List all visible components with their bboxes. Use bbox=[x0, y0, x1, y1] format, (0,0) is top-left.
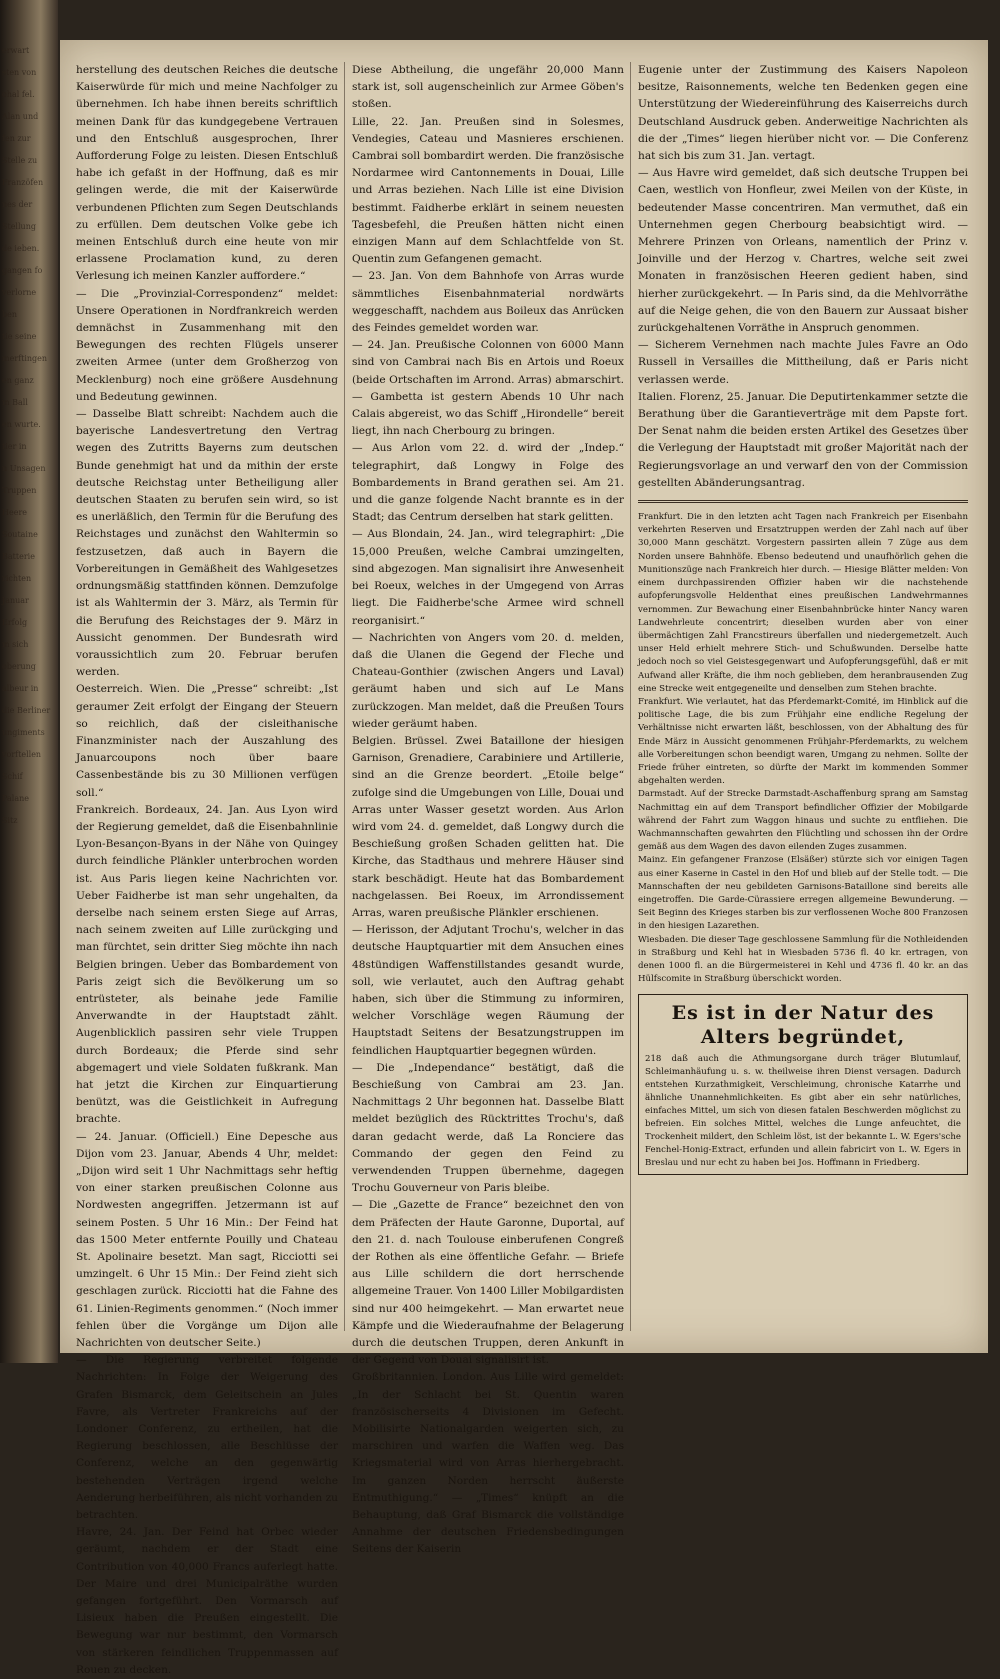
article-paragraph: Lille, 22. Jan. Preußen sind in Solesmes, Vendegies, Cateau und Masnieres erschienen. Cambrai soll bombardirt werden. Die französische Nordarmee wird Cantonnements in Douai, Lille und Arras beziehen. Nach Lille ist eine Division bestimmt. Faidherbe erklärt in seinem neuesten Tagesbefehl, die Preußen hätten nicht einen einzigen Mann auf dem Schlachtfelde von St. Quentin zum Gefangenen gemacht. bbox=[352, 115, 624, 266]
gutter-fragment: Stelle zu bbox=[2, 156, 38, 165]
gutter-fragment: Erfolg bbox=[2, 618, 28, 627]
gutter-fragment: tie seine bbox=[2, 332, 37, 341]
article-paragraph: — Die Regierung verbreitet folgende Nachrichten: In Folge der Weigerung des Grafen Bismarck, dem Geleitschein an Jules Favre, als Vertreter Frankreichs auf der Londoner Conferenz, zu ertheilen, hat die Regierung beschlossen, alle Beschlüsse der Conferenz, welche an den gegenwärtig bestehenden Verträgen irgend welche Aenderung herbeiführen, als nicht vorhanden zu betrachten. bbox=[76, 1354, 338, 1522]
gutter-fragment: en ganz bbox=[2, 376, 34, 385]
local-news-paragraph: Wiesbaden. Die dieser Tage geschlossene Sammlung für die Nothleidenden in Straßburg und Kehl hat in Wiesbaden 5736 fl. 40 kr. ertragen, von denen 1000 fl. an die Bürgermeisterei in Kehl und 4736 fl. 40 kr. an das Hülfscomite in Straßburg überschickt worden. bbox=[638, 934, 968, 985]
gutter-fragments bbox=[2, 40, 52, 832]
gutter-fragment: fen zur bbox=[2, 134, 31, 143]
article-paragraph: — Aus Havre wird gemeldet, daß sich deutsche Truppen bei Caen, westlich von Honfleur, zwei Meilen von der Küste, in bedeutender Masse concentriren. Man vermuthet, daß ein Unternehmen gegen Cherbourg beabsichtigt wird. — Mehrere Prinzen von Orleans, namentlich der Prinz v. Joinville und der Herzog v. Chartres, welche seit zwei Monaten in französischen Heeren gedient haben, sind hierher zurückgekehrt. — In Paris sind, da die Mehlvorräthe auf die Neige gehen, die von den Bauern zur Aussaat bisher zurückgehaltenen Vorräthe in Anspruch genommen. bbox=[638, 167, 968, 335]
article-paragraph: Belgien. Brüssel. Zwei Bataillone der hiesigen Garnison, Grenadiere, Carabiniere und Artillerie, sind an die Grenze beordert. „Etoile belge“ zufolge sind die Umgebungen von Lille, Douai und Arras unter Wasser gesetzt worden. Aus Arlon wird vom 24. d. gemeldet, daß Longwy durch die Beschießung großen Schaden gelitten hat. Die Kirche, das Stadthaus und mehrere Häuser sind stark beschädigt. Heute hat das Bombardement nachgelassen. Bei Roeux, im Arrondissement Arras, waren preußische Plänkler erschienen. bbox=[352, 734, 624, 919]
ad-title-line2: Alters begründet, bbox=[700, 1026, 906, 1049]
article-paragraph: — Aus Arlon vom 22. d. wird der „Indep.“ telegraphirt, daß Longwy in Folge des Bombardements in Brand gerathen sei. Am 21. und die ganze folgende Nacht brannte es in der Stadt; das Centrum derselben hat stark gelitten. bbox=[352, 442, 624, 524]
local-news-paragraph: Frankfurt. Wie verlautet, hat das Pferdemarkt-Comité, im Hinblick auf die politische Lage, die bis zum Frühjahr eine endliche Regelung der Verhältnisse nicht erwarten läßt, beschlossen, von der Abhaltung des für Ende März in Aussicht genommenen Frühjahr-Pferdemarkts, zu welchem alle Vorbereitungen schon beendigt waren, Umgang zu nehmen. Sollte der Friede früher eintreten, so dürfte der Markt im kommenden Sommer abgehalten werden. bbox=[638, 696, 968, 787]
section-divider bbox=[638, 500, 968, 503]
article-paragraph: — Nachrichten von Angers vom 20. d. melden, daß die Ulanen die Gegend der Fleche und Chateau-Gonthier (zwischen Angers und Laval) geräumt haben und sich auf Le Mans zurückzogen. Man meldet, daß die Preußen Tours wieder geräumt haben. bbox=[352, 631, 624, 730]
ad-title-line1: Es ist in der Natur des bbox=[671, 1002, 935, 1025]
gutter-fragment: ohal fel. bbox=[2, 90, 35, 99]
article-paragraph: — Die „Independance“ bestätigt, daß die Beschießung von Cambrai am 23. Jan. Nachmittags 2 Uhr begonnen hat. Dasselbe Blatt meldet bezüglich des Rücktrittes Trochu's, daß daran gedacht werde, daß La Ronciere das Commando der gegen den Feind zu verwendenden Truppen übernehme, dagegen Trochu Gouverneur von Paris bleibe. bbox=[352, 1061, 624, 1195]
article-paragraph: Havre, 24. Jan. Der Feind hat Orbec wieder geräumt, nachdem er der Stadt eine Contribution von 40,000 Francs auferlegt hatte. Der Maire und drei Municipalräthe wurden gefangen fortgeführt. Den Vormarsch auf Lisieux haben die Preußen eingestellt. Die Bewegung war nur bestimmt, den Vormarsch von stärkeren feindlichen Truppenmassen auf Rouen zu decken. bbox=[76, 1526, 338, 1676]
article-paragraph: — Die „Gazette de France“ bezeichnet den von dem Präfecten der Haute Garonne, Duportal, auf den 21. d. nach Toulouse einberufenen Congreß der Rothen als eine öffentliche Gefahr. — Briefe aus Lille schildern die dort herrschende allgemeine Trauer. Von 1400 Liller Mobilgardisten sind nur 400 heimgekehrt. — Man erwartet neue Kämpfe und die Wiederaufnahme der Belagerung durch die deutschen Truppen, deren Ankunft in der Gegend von Douai signalisirt ist. bbox=[352, 1199, 624, 1367]
gutter-fragment: Truppen bbox=[2, 486, 37, 495]
gutter-fragment: tier in bbox=[2, 442, 27, 451]
gutter-fragment: Schif bbox=[2, 772, 23, 781]
gutter-fragment: Franzöfen bbox=[2, 178, 44, 187]
article-paragraph: Italien. Florenz, 25. Januar. Die Deputirtenkammer setzte die Berathung über die Garantieverträge mit dem Papste fort. Der Senat nahm die beiden ersten Artikel des Gesetzes über die Verlegung der Hauptstadt mit großer Majorität nach der Regierungsvorlage an und verwarf den von der Commission gestellten Abänderungsantrag. bbox=[638, 390, 968, 489]
article-paragraph: — Aus Blondain, 24. Jan., wird telegraphirt: „Die 15,000 Preußen, welche Cambrai umzingelten, sind abgezogen. Man signalisirt ihre Anwesenheit bei Roeux, welches in der Umgegend von Arras liegt. Die Faidherbe'sche Armee wird schnell reorganisirt.“ bbox=[352, 528, 624, 627]
article-paragraph: — 24. Jan. Preußische Colonnen von 6000 Mann sind von Cambrai nach Bis en Artois und Roeux (beide Ortschaften im Arrond. Arras) abmarschirt. — Gambetta ist gestern Abends 10 Uhr nach Calais abgereist, wo das Schiff „Hirondelle“ bereit liegt, ihn nach Cherbourg zu bringen. bbox=[352, 339, 624, 438]
gutter-fragment: Palane bbox=[2, 794, 30, 803]
gutter-fragment: Stellung bbox=[2, 222, 36, 231]
article-paragraph: — 24. Januar. (Officiell.) Eine Depesche aus Dijon vom 23. Januar, Abends 4 Uhr, meldet: „Dijon wird seit 1 Uhr Nachmittags sehr heftig von einer starken preußischen Colonne aus Nordwesten angegriffen. Jetzermann ist auf seinem Posten. 5 Uhr 16 Min.: Der Feind hat das 1500 Meter entfernte Pouilly und Chateau St. Apolinaire besetzt. Man sagt, Ricciotti sei umzingelt. 6 Uhr 15 Min.: Der Feind zieht sich geschlagen zurück. Ricciotti hat die Fahne des 61. Linien-Regiments genommen.“ (Noch immer fehlen über die Vorgänge um Dijon alle Nachrichten von deutscher Seite.) bbox=[76, 1130, 338, 1350]
article-paragraph: — 23. Jan. Von dem Bahnhofe von Arras wurde sämmtliches Eisenbahnmaterial nordwärts weggeschafft, nachdem aus Boileux das Anrücken des Feindes gemeldet worden war. bbox=[352, 270, 624, 335]
article-paragraph: — Dasselbe Blatt schreibt: Nachdem auch die bayerische Landesvertretung den Vertrag wegen des Zutritts Bayerns zum deutschen Bunde genehmigt hat und da mithin der erste deutsche Reichstag unter Betheiligung aller deutschen Staaten zu berufen sein wird, so ist es unerläßlich, den Termin für die Berufung des Reichstages und zunächst den Wahltermin so festzusetzen, daß auch in Bayern die Vorbereitungen in Gemäßheit des Wahlgesetzes ordnungsmäßig stattfinden können. Demzufolge ist als Wahltermin der 3. März, als Termin für die Berufung des Reichstages der 9. März in Aussicht genommen. Der Bundesrath wird voraussichtlich zum 20. Februar berufen werden. bbox=[76, 408, 338, 679]
article-paragraph: Diese Abtheilung, die ungefähr 20,000 Mann stark ist, soll augenscheinlich zur Armee Göben's stoßen. bbox=[352, 64, 624, 111]
gutter-fragment: en wurte. bbox=[2, 420, 41, 429]
article-paragraph: — Sicherem Vernehmen nach machte Jules Favre an Odo Russell in Versailles die Mittheilung, daß er Paris nicht verlassen werde. bbox=[638, 339, 968, 386]
ad-body: 218 daß auch die Athmungsorgane durch träger Blutumlauf, Schleimanhäufung u. s. w. theilweise ihren Dienst versagen. Dadurch entstehen Kurzathmigkeit, Verschleimung, chronische Katarrhe und ähnliche Unannehmlichkeiten. Es gibt aber ein sehr natürliches, einfaches Mittel, um sich von diesen fatalen Beschwerden möglichst zu befreien. Ein solches Mittel, welches die Lunge anfeuchtet, die Trockenheit mildert, den Schleim löst, ist der bekannte L. W. Egers'sche Fenchel-Honig-Extract, erfunden und allein fabricirt von L. W. Egers in Breslau und nur echt zu haben bei Jos. Hoffmann in Friedberg. bbox=[645, 1054, 961, 1169]
newspaper-page bbox=[60, 40, 988, 1676]
gutter-fragment: sten von bbox=[2, 68, 37, 77]
local-news-paragraph: Darmstadt. Auf der Strecke Darmstadt-Aschaffenburg sprang am Samstag Nachmittag ein auf dem Transport befindlicher Offizier der Mobilgarde während der Fahrt zum Waggon hinaus und suchte zu entfliehen. Die Wachmannschaften gewahrten den Flüchtling und schossen ihn der Ordre gemäß aus dem Wagen des davon eilenden Zuges zusammen. bbox=[638, 789, 968, 853]
gutter-fragment: erwart bbox=[2, 46, 30, 55]
gutter-fragment: m sich bbox=[2, 640, 29, 649]
column-middle bbox=[352, 62, 624, 1556]
gutter-fragment: ben bbox=[2, 310, 18, 319]
gutter-fragment: ungiments bbox=[2, 728, 45, 737]
gutter-fragment: Januar bbox=[2, 596, 29, 605]
gutter-fragment: verlorne bbox=[2, 288, 37, 297]
column-left bbox=[76, 62, 338, 1676]
column-rule bbox=[344, 62, 345, 1331]
gutter-fragment: Batterie bbox=[2, 552, 35, 561]
article-paragraph: Eugenie unter der Zustimmung des Kaisers Napoleon besitze, Raisonnements, welche ten Bedenken gegen eine Unterstützung der Wiedereinführung des Kaiserreichs durch Deutschland Ausdruck geben. Anderweitige Nachrichten als die der „Times“ liegen hierüber nicht vor. — Die Conferenz hat sich bis zum 31. Jan. vertagt. bbox=[638, 64, 968, 163]
local-news-paragraph: Mainz. Ein gefangener Franzose (Elsäßer) stürzte sich vor einigen Tagen aus einer Kaserne in Castel in den Hof und blieb auf der Stelle todt. — Die Mannschaften der neu gebildeten Garnisons-Bataillone sind bereits alle eingetroffen. Die Garde-Cürassiere erregen allgemeine Bewunderung. — Seit Beginn des Krieges starben bis zur verflossenen Woche 800 Franzosen in den hiesigen Lazarethen. bbox=[638, 855, 968, 932]
gutter-fragment: m Ball bbox=[2, 398, 28, 407]
gutter-fragment: gangen fo bbox=[2, 266, 43, 275]
gutter-fragment: die Berliner bbox=[2, 706, 51, 715]
article-paragraph: herstellung des deutschen Reiches die deutsche Kaiserwürde für mich und meine Nachfolger zu übernehmen. Ich habe ihnen bereits schriftlich meinen Dank für das kundgegebene Vertrauen und den Entschluß ausgesprochen, Ihrer Aufforderung Folge zu leisten. Diesen Entschluß habe ich gefaßt in der Hoffnung, daß es mir gelingen werde, die mit der Kaiserwürde verbundenen Pflichten zum Segen Deutschlands zu erfüllen. Dem deutschen Volke gebe ich meinen Entschluß durch eine heute von mir erlassene Proclamation kund, zu deren Verlesung ich meinen Kanzler auffordere.“ bbox=[76, 64, 338, 283]
gutter-fragment: merftingen bbox=[2, 354, 48, 363]
article-paragraph: Oesterreich. Wien. Die „Presse“ schreibt: „Ist geraumer Zeit erfolgt der Eingang der Steuern so reichlich, daß der cisleithanische Finanzminister nach der Auszahlung des Januarcoupons noch über baare Cassenbestände bis zu 30 Millionen verfügen soll.“ bbox=[76, 683, 338, 799]
gutter-fragment: n Unsagen bbox=[2, 464, 46, 473]
gutter-fragment: oberung bbox=[2, 662, 36, 671]
gutter-fragment: albeur in bbox=[2, 684, 39, 693]
gutter-fragment: richten bbox=[2, 574, 32, 583]
article-paragraph: Großbritannien. London. Aus Lille wird gemeldet: „In der Schlacht bei St. Quentin waren französischerseits 4 Divisionen im Gefecht. Mobilisirte Nationalgarden weigerten sich, zu marschiren und warfen die Waffen weg. Das Kriegsmaterial wird von Arras hierhergebracht. Im ganzen Norden herrscht äußerste Entmuthigung.“ — „Times“ knüpft an die Behauptung, daß Graf Bismarck die vollständige Annahme der deutschen Friedensbedingungen Seitens der Kaiserin bbox=[352, 1371, 624, 1556]
local-news-paragraph: Frankfurt. Die in den letzten acht Tagen nach Frankreich per Eisenbahn verkehrten Reserven und Ersatztruppen werden der Zahl nach auf über 30,000 Mann geschätzt. Vorgestern passirten allein 7 Züge aus dem Norden unsere Bahnhöfe. Ebenso bedeutend und unaufhörlich gehen die Munitionszüge nach Frankreich hier durch. — Hiesige Blätter melden: Von einem durchpassirenden Offizier haben wir die nachstehende aufopferungsvolle Heldenthat eines preußischen Landwehrmannes vernommen. Zur Bewachung einer Eisenbahnbrücke hinter Nancy waren Landwehrleute concentrirt; dieselben wurden aber von einer übermächtigen Zahl Francstireurs überfallen und niedergemetzelt. Auch unser Held erhielt mehrere Stich- und Schußwunden. Derselbe hatte jedoch noch so viel Geistesgegenwart und Aufopferungsgefühl, daß er mit Aufwand aller Kräfte, die ihm noch geblieben, dem heranbrausenden Zug eine Strecke weit entgegeneilte und denselben zum Stehen brachte. bbox=[638, 512, 968, 694]
gutter-fragment: Alan und bbox=[2, 112, 39, 121]
gutter-fragment: Soutaine bbox=[2, 530, 38, 539]
binding-gutter bbox=[0, 0, 58, 1363]
column-right bbox=[638, 62, 968, 1331]
gutter-fragment: Heere bbox=[2, 508, 28, 517]
article-paragraph: — Die „Provinzial-Correspondenz“ meldet: Unsere Operationen in Nordfrankreich werden demnächst in Zusammenhang mit den Bewegungen des rechten Flügels unserer zweiten Armee (unter dem Großherzog von Mecklenburg) noch eine größere Ausdehnung und Bedeutung gewinnen. bbox=[76, 287, 338, 403]
article-paragraph: — Herisson, der Adjutant Trochu's, welcher in das deutsche Hauptquartier mit dem Ansuchen eines 48stündigen Waffenstillstandes gesandt wurde, soll, wie verlautet, auch den Auftrag gehabt haben, sich über die Stimmung zu informiren, welcher Vorschläge wegen Räumung der Hauptstadt Seitens der Besatzungstruppen im feindlichen Hauptquartier begegnen würden. bbox=[352, 924, 624, 1057]
gutter-fragment: nes der bbox=[2, 200, 33, 209]
gutter-fragment: Sitz bbox=[2, 816, 18, 825]
column-rule bbox=[630, 62, 631, 1331]
article-paragraph: Frankreich. Bordeaux, 24. Jan. Aus Lyon wird der Regierung gemeldet, daß die Eisenbahnlinie Lyon-Besançon-Byans in der Nähe von Quingey durch feindliche Plänkler unterbrochen worden ist. Aus Paris liegen keine Nachrichten vor. Ueber Faidherbe ist man sehr ungehalten, da derselbe nach seinem ersten Siege auf Arras, nach seinem zweiten auf Lille zurückging und man fürchtet, sein dritter Sieg möchte ihn nach Belgien bringen. Ueber das Bombardement von Paris zeigt sich die Bevölkerung um so entrüsteter, als beinahe jede Familie Anverwandte in der Hauptstadt zählt. Augenblicklich passiren sehr viele Truppen durch Bordeaux; die Pferde sind sehr abgemagert und viele Soldaten fußkrank. Man hat jetzt die Kirchen zur Einquartierung benützt, was die Geistlichkeit in Aufregung brachte. bbox=[76, 803, 338, 1126]
advertisement-box bbox=[638, 994, 968, 1175]
gutter-fragment: vorftellen bbox=[2, 750, 42, 759]
gutter-fragment: de ieben. bbox=[2, 244, 40, 253]
